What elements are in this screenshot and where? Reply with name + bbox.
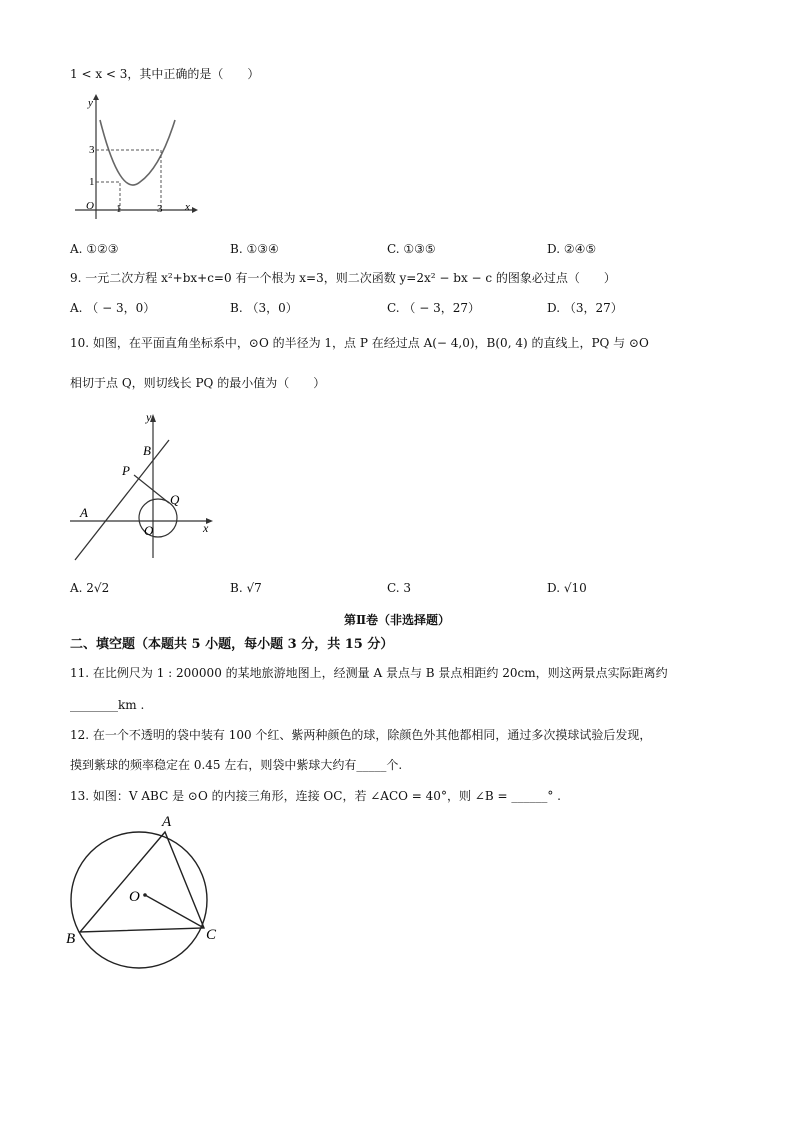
q10-point-b: B [143,443,151,458]
q10-y-label: y [146,410,152,424]
q10-option-a: A. 2√2 [70,581,110,595]
part2-heading: 第Ⅱ卷（非选择题） [343,613,451,627]
q10-option-c: C. 3 [387,581,412,595]
q10-point-a: A [80,505,88,520]
q10-point-o: O [144,523,154,538]
section-fill-in-title: 二、填空题（本题共 5 小题，每小题 3 分，共 15 分） [70,637,394,652]
q8-tick-x1: 1 [116,203,122,215]
q13-point-b: B [66,931,76,947]
q13-point-o: O [129,889,140,905]
q10-tangent-figure [70,410,220,560]
q8-option-a: A. ①②③ [70,242,119,256]
q13-segment-oc [145,895,204,928]
q13-point-c: C [206,927,217,943]
q8-tick-y1: 1 [89,176,95,188]
q13-point-a: A [162,814,172,830]
q8-parabola-graph [70,92,200,222]
q10-point-q: Q [170,492,180,507]
q12-stem-line1: 12. 在一个不透明的袋中装有 100 个红、紫两种颜色的球，除颜色外其他都相同，通过多次摸球试验后发现， [70,728,652,742]
q10-point-p: P [122,463,130,478]
q8-x-label: x [185,201,190,213]
q8-parabola-curve [100,120,175,185]
q10-line-ab [75,440,169,560]
q9-option-c: C. （ − 3，27） [387,301,480,315]
q12-stem-line2: 摸到紫球的频率稳定在 0.45 左右，则袋中紫球大约有_____个. [70,758,403,772]
q8-y-label: y [88,97,93,109]
q13-stem: 13. 如图：V ABC 是 ⊙O 的内接三角形，连接 OC，若 ∠ACO = 40°，则 ∠B = ______° . [70,789,561,803]
q8-option-b: B. ①③④ [230,242,279,256]
q10-x-label: x [203,521,209,535]
q10-option-d: D. √10 [547,581,587,595]
q11-stem-line2: ________km . [70,698,145,712]
q13-inscribed-triangle-figure [62,808,232,983]
q8-tick-y3: 3 [89,144,95,156]
q8-origin-label: O [86,200,94,212]
q9-option-b: B. （3，0） [230,301,298,315]
q10-stem-line1: 10. 如图，在平面直角坐标系中，⊙O 的半径为 1，点 P 在经过点 A(− 4,0)，B(0, 4) 的直线上，PQ 与 ⊙O [70,336,649,350]
q8-stem-tail: 1 < x < 3，其中正确的是（ ） [70,67,260,81]
q8-option-d: D. ②④⑤ [547,242,597,256]
q13-center-dot [143,893,147,897]
q10-option-b: B. √7 [230,581,262,595]
q11-stem-line1: 11. 在比例尺为 1 : 200000 的某地旅游地图上，经测量 A 景点与 B 景点相距约 20cm，则这两景点实际距离约 [70,666,668,680]
q8-tick-x3: 3 [157,203,163,215]
q8-option-c: C. ①③⑤ [387,242,436,256]
q10-segment-pq [134,475,169,503]
q9-option-d: D. （3，27） [547,301,623,315]
q10-stem-line2: 相切于点 Q，则切线长 PQ 的最小值为（ ） [70,376,326,390]
q9-option-a: A. （ − 3，0） [70,301,156,315]
q9-stem: 9. 一元二次方程 x²+bx+c=0 有一个根为 x=3，则二次函数 y=2x² − bx − c 的图象必过点（ ） [70,271,616,285]
